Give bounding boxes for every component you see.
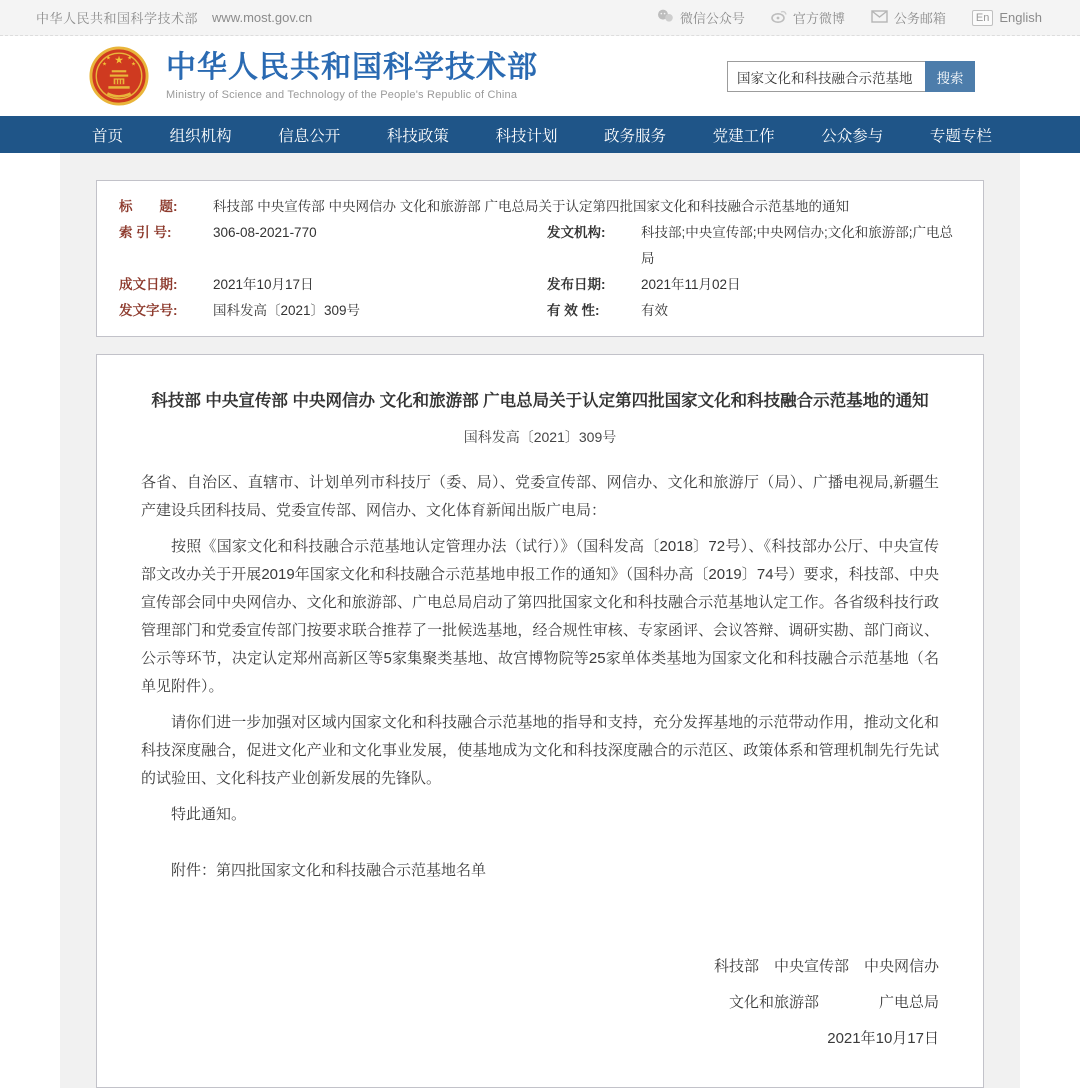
site-header: [0, 36, 1080, 116]
search-button[interactable]: 搜索: [925, 61, 975, 92]
paragraph-salutation: 各省、自治区、直辖市、计划单列市科技厅（委、局）、党委宣传部、网信办、文化和旅游厅（局）、广播电视局,新疆生产建设兵团科技局、党委宣传部、网信办、文化体育新闻出版广电局：: [141, 474, 939, 519]
meta-label-title: 标 题:: [119, 199, 178, 214]
meta-value-written-date: 2021年10月17日: [213, 277, 314, 292]
meta-label-index-number: 索 引 号:: [119, 225, 172, 240]
wechat-icon: [657, 9, 674, 26]
meta-row-dates: [119, 272, 961, 298]
document-body: [141, 469, 939, 829]
paragraph-2: 请你们进一步加强对区域内国家文化和科技融合示范基地的指导和支持，充分发挥基地的示范带动作用，推动文化和科技深度融合，促进文化产业和文化事业发展，使基地成为文化和科技深度融合的示范区、政策体系和管理机制先行先试的试验田、文化科技产业创新发展的先锋队。: [141, 714, 939, 787]
meta-label-validity: 有 效 性:: [547, 303, 600, 318]
nav-item-gov-services[interactable]: 政务服务: [604, 127, 667, 145]
search-input[interactable]: [727, 61, 925, 92]
en-icon: En: [972, 10, 993, 26]
paragraph-1: 按照《国家文化和科技融合示范基地认定管理办法（试行）》（国科发高〔2018〕72号）、《科技部办公厅、中央宣传部文改办关于开展2019年国家文化和科技融合示范基地申报工作的通知》（国科办高〔2019〕74号）要求，科技部、中央宣传部会同中央网信办、文化和旅游部、广电总局启动了第四批国家文化和科技融合示范基地认定工作。各省级科技行政管理部门和党委宣传部门按要求联合推荐了一批候选基地，经合规性审核、专家函评、会议答辩、调研实勘、部门商议、公示等环节，决定认定郑州高新区等5家集聚类基地、故宫博物院等25家单体类基地为国家文化和科技融合示范基地（名单见附件）。: [141, 538, 939, 695]
signature-block: [141, 949, 939, 1057]
ministry-title-cn: 中华人民共和国科学技术部: [166, 51, 538, 85]
site-url[interactable]: www.most.gov.cn: [212, 10, 313, 25]
meta-value-title: 科技部 中央宣传部 中央网信办 文化和旅游部 广电总局关于认定第四批国家文化和科技融合示范基地的通知: [213, 199, 850, 214]
meta-value-issuing-agency: 科技部;中央宣传部;中央网信办;文化和旅游部;广电总局: [641, 225, 954, 266]
meta-label-publish-date: 发布日期:: [547, 277, 606, 292]
meta-value-doc-number: 国科发高〔2021〕309号: [213, 303, 361, 318]
top-utility-bar: [0, 0, 1080, 36]
quick-links: [657, 8, 1042, 27]
brand-block[interactable]: [166, 51, 538, 101]
document-title: 科技部 中央宣传部 中央网信办 文化和旅游部 广电总局关于认定第四批国家文化和科技融合示范基地的通知: [151, 392, 929, 410]
svg-text:★: ★: [131, 61, 136, 68]
nav-item-info-disclosure[interactable]: 信息公开: [278, 127, 341, 145]
signature-date: 2021年10月17日: [827, 1030, 939, 1047]
mail-link[interactable]: [871, 8, 946, 27]
meta-row-title: [119, 194, 961, 220]
search-box: [727, 61, 975, 92]
ministry-title-en: Ministry of Science and Technology of the People's Republic of China: [166, 88, 518, 101]
nav-item-organization[interactable]: 组织机构: [169, 127, 232, 145]
weibo-link[interactable]: [771, 8, 845, 27]
meta-row-index-agency: [119, 220, 961, 272]
nav-item-party-building[interactable]: 党建工作: [712, 127, 775, 145]
english-link[interactable]: [972, 10, 1042, 26]
mail-label: 公务邮箱: [893, 11, 946, 26]
meta-label-written-date: 成文日期:: [119, 277, 178, 292]
nav-item-st-programs[interactable]: 科技计划: [495, 127, 558, 145]
attachment-line[interactable]: 附件：第四批国家文化和科技融合示范基地名单: [171, 862, 487, 879]
meta-value-publish-date: 2021年11月02日: [641, 277, 741, 292]
meta-row-docnum-validity: [119, 298, 961, 324]
svg-text:★: ★: [102, 61, 107, 68]
signature-line-1: 科技部 中央宣传部 中央网信办: [713, 958, 939, 975]
content-area: [60, 153, 1020, 1088]
meta-value-validity: 有效: [641, 303, 668, 318]
svg-text:★: ★: [127, 55, 133, 62]
meta-label-issuing-agency: 发文机构:: [547, 225, 606, 240]
main-nav: [0, 116, 1080, 153]
document-number: 国科发高〔2021〕309号: [463, 429, 617, 445]
weibo-label: 官方微博: [792, 11, 845, 26]
mail-icon: [871, 10, 888, 26]
page-margins: [0, 153, 1080, 1088]
signature-line-2: 文化和旅游部 广电总局: [728, 994, 939, 1011]
wechat-label: 微信公众号: [679, 11, 745, 26]
national-emblem-logo: [88, 45, 150, 107]
svg-text:★: ★: [105, 55, 111, 62]
english-label: English: [999, 10, 1042, 25]
weibo-icon: [771, 9, 787, 26]
wechat-link[interactable]: [657, 8, 745, 27]
nav-item-public-participation[interactable]: 公众参与: [821, 127, 884, 145]
site-name: 中华人民共和国科学技术部: [36, 11, 199, 26]
paragraph-closing: 特此通知。: [171, 806, 247, 823]
meta-label-doc-number: 发文字号:: [119, 303, 178, 318]
nav-item-special-columns[interactable]: 专题专栏: [929, 127, 992, 145]
nav-item-st-policy[interactable]: 科技政策: [386, 127, 449, 145]
nav-item-home[interactable]: 首页: [92, 127, 124, 145]
svg-text:★: ★: [114, 54, 124, 67]
meta-value-index-number: 306-08-2021-770: [213, 225, 317, 240]
document-meta-panel: [96, 180, 984, 337]
